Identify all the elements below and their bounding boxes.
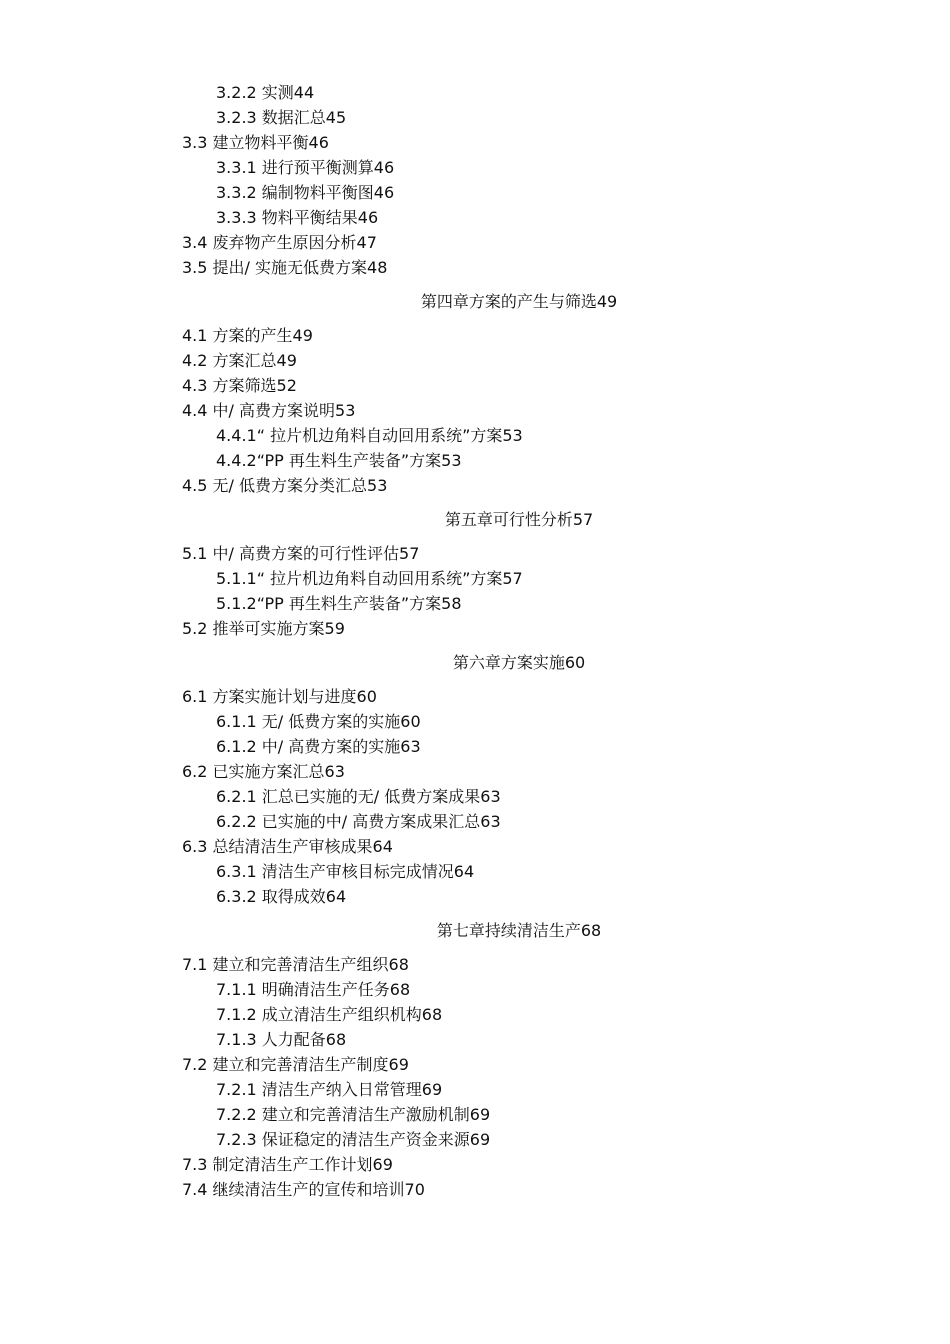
toc-entry: 5.1.1“ 拉片机边角料自动回用系统”方案57 xyxy=(216,569,523,588)
toc-entry: 7.1.1 明确清洁生产任务68 xyxy=(216,980,411,999)
toc-entry: 3.5 提出/ 实施无低费方案48 xyxy=(182,258,388,277)
toc-entry: 6.3 总结清洁生产审核成果64 xyxy=(182,837,393,856)
toc-entry: 7.2.1 清洁生产纳入日常管理69 xyxy=(216,1080,443,1099)
toc-entry: 4.3 方案筛选52 xyxy=(182,376,297,395)
toc-entry: 3.2.3 数据汇总45 xyxy=(216,108,347,127)
toc-group xyxy=(0,952,950,1202)
toc-entry: 3.3.2 编制物料平衡图46 xyxy=(216,183,395,202)
toc-entry: 4.1 方案的产生49 xyxy=(182,326,313,345)
toc-entry: 3.3.3 物料平衡结果46 xyxy=(216,208,379,227)
toc-entry: 6.1.2 中/ 高费方案的实施63 xyxy=(216,737,421,756)
toc-group xyxy=(0,323,950,498)
toc-entry: 7.2.3 保证稳定的清洁生产资金来源69 xyxy=(216,1130,491,1149)
toc-entry: 4.4 中/ 高费方案说明53 xyxy=(182,401,356,420)
toc-entry: 4.5 无/ 低费方案分类汇总53 xyxy=(182,476,388,495)
toc-group xyxy=(0,684,950,909)
chapter-heading: 第七章持续清洁生产68 xyxy=(436,921,602,940)
toc-entry: 5.1.2“PP 再生料生产装备”方案58 xyxy=(216,594,462,613)
chapter-heading: 第五章可行性分析57 xyxy=(444,510,594,529)
toc-group xyxy=(0,541,950,641)
toc-entry: 3.3 建立物料平衡46 xyxy=(182,133,329,152)
toc-entry: 3.2.2 实测44 xyxy=(216,83,315,102)
toc-entry: 7.2.2 建立和完善清洁生产激励机制69 xyxy=(216,1105,491,1124)
chapter-heading: 第四章方案的产生与筛选49 xyxy=(420,292,618,311)
toc-entry: 7.3 制定清洁生产工作计划69 xyxy=(182,1155,393,1174)
chapter-heading: 第六章方案实施60 xyxy=(452,653,586,672)
toc-entry: 6.2.2 已实施的中/ 高费方案成果汇总63 xyxy=(216,812,501,831)
toc-entry: 3.3.1 进行预平衡测算46 xyxy=(216,158,395,177)
toc-entry: 3.4 废弃物产生原因分析47 xyxy=(182,233,377,252)
table-of-contents xyxy=(0,80,950,1202)
toc-entry: 5.1 中/ 高费方案的可行性评估57 xyxy=(182,544,420,563)
toc-entry: 7.1 建立和完善清洁生产组织68 xyxy=(182,955,409,974)
toc-entry: 6.1.1 无/ 低费方案的实施60 xyxy=(216,712,421,731)
toc-entry: 6.3.1 清洁生产审核目标完成情况64 xyxy=(216,862,475,881)
toc-entry: 5.2 推举可实施方案59 xyxy=(182,619,345,638)
toc-entry: 4.2 方案汇总49 xyxy=(182,351,297,370)
toc-entry: 6.2 已实施方案汇总63 xyxy=(182,762,345,781)
toc-entry: 6.2.1 汇总已实施的无/ 低费方案成果63 xyxy=(216,787,501,806)
toc-entry: 7.4 继续清洁生产的宣传和培训70 xyxy=(182,1180,425,1199)
toc-entry: 6.3.2 取得成效64 xyxy=(216,887,347,906)
toc-entry: 7.2 建立和完善清洁生产制度69 xyxy=(182,1055,409,1074)
toc-entry: 6.1 方案实施计划与进度60 xyxy=(182,687,377,706)
toc-entry: 4.4.2“PP 再生料生产装备”方案53 xyxy=(216,451,462,470)
toc-entry: 7.1.3 人力配备68 xyxy=(216,1030,347,1049)
toc-entry: 7.1.2 成立清洁生产组织机构68 xyxy=(216,1005,443,1024)
toc-group xyxy=(0,80,950,280)
toc-entry: 4.4.1“ 拉片机边角料自动回用系统”方案53 xyxy=(216,426,523,445)
